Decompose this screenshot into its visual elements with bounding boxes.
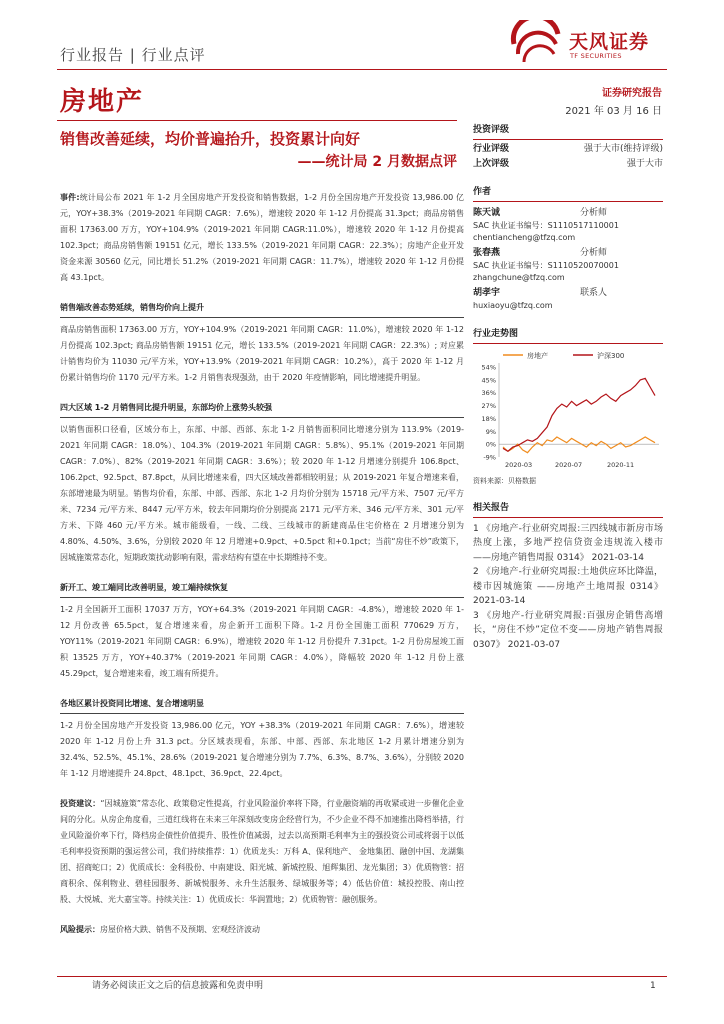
author-email[interactable]: huxiaoyu@tfzq.com <box>473 300 553 310</box>
author-name: 张春燕 <box>473 247 501 258</box>
section-title: 新开工、竣工端同比改善明显，竣工端持续恢复 <box>60 580 464 598</box>
author-email[interactable]: chentiancheng@tfzq.com <box>473 232 576 242</box>
industry-title: 房地产 <box>60 87 145 117</box>
author-license: SAC 执业证书编号：S1110517110001 <box>473 220 619 230</box>
series-line <box>503 437 655 453</box>
author-email[interactable]: zhangchune@tfzq.com <box>473 272 565 282</box>
y-tick-label: -9% <box>483 453 496 462</box>
risk-label: 风险提示： <box>60 925 100 934</box>
author-block <box>473 246 663 284</box>
section-title: 销售端改善态势延续，销售均价向上提升 <box>60 300 464 318</box>
y-tick-label: 0% <box>485 440 496 449</box>
author-role: 分析师 <box>579 207 607 218</box>
report-category: 行业报告 | 行业点评 <box>60 46 206 64</box>
tf-logo-icon <box>508 20 566 64</box>
event-label: 事件: <box>60 193 80 202</box>
trend-panel <box>473 328 663 344</box>
trend-chart <box>473 345 663 475</box>
rating-key: 行业评级 <box>473 143 510 154</box>
related-title: 相关报告 <box>473 502 663 518</box>
section-text: 商品房销售面积 17363.00 万方，YOY+104.9%（2019-2021 年同期 CAGR：11.0%），增速较 2020 年 1-12 月份提高 102.3pct; 商品房销售额 19151 亿元，增长 133.5%（2019-2021 年同期 CAGR：22.3%）; 对应累计销售均价为 11030 元/平方米，YOY+13.9%（2019-2021 年同期 CAGR：10.2%），高于 2020 年 1-12 月份累计销售均价 1170 元/平方米。1-2 月销售表现强劲，由于 2020 年疫情影响，同比增速提升明显。 <box>60 325 464 382</box>
related-report-link[interactable]: 3 《房地产-行业研究周报:百强房企销售高增长，“房住不炒”定位不变——房地产销售周报 0307》 2021-03-07 <box>473 610 663 650</box>
chart-source: 资料来源：贝格数据 <box>473 477 536 485</box>
logo-text: 天风证券 <box>569 31 650 53</box>
y-tick-label: 45% <box>481 376 496 385</box>
main-content <box>60 190 464 952</box>
page-number: 1 <box>650 981 656 991</box>
report-type: 证券研究报告 <box>602 88 662 99</box>
author-block <box>473 286 663 312</box>
legend-label: 沪深300 <box>597 352 625 360</box>
y-tick-label: 9% <box>485 427 496 436</box>
rating-key: 上次评级 <box>473 158 510 169</box>
rating-panel <box>473 124 663 172</box>
risk-text: 房屋价格大跌、销售不及预期、宏观经济波动 <box>100 925 260 934</box>
subheadline: ——统计局 2 月数据点评 <box>297 154 457 170</box>
rating-row <box>473 157 663 172</box>
section-title: 各地区累计投资同比增速、复合增速明显 <box>60 696 464 714</box>
headline: 销售改善延续，均价普遍抬升，投资累计向好 <box>60 130 361 148</box>
y-tick-label: 18% <box>481 414 496 423</box>
author-license: SAC 执业证书编号：S1110520070001 <box>473 260 619 270</box>
section-text: 1-2 月份全国房地产开发投资 13,986.00 亿元，YOY +38.3%（2019-2021 年同期 CAGR：7.6%），增速较 2020 年 1-12 月份上升 31.3 pct。分区域表现看，东部、中部、西部、东北地区 1-2 月累计增速分别为 32.4%、52.5%、45.1%、28.6%（2019-2021 复合增速分别为 7.7%、6.3%、8.7%、3.6%），分别较 2020 年 1-12 月增速提升 24.8pct、48.1pct、36.9pct、22.4pct。 <box>60 721 464 778</box>
related-panel <box>473 502 663 652</box>
report-date: 2021 年 03 月 16 日 <box>565 106 662 117</box>
y-tick-label: 54% <box>481 363 496 372</box>
rating-title: 投资评级 <box>473 124 663 140</box>
rating-value: 强于大市(维持评级) <box>583 143 663 154</box>
logo-subtext: TF SECURITIES <box>570 52 622 60</box>
author-role: 分析师 <box>579 247 607 258</box>
section-text: 1-2 月全国新开工面积 17037 万方，YOY+64.3%（2019-2021 年同期 CAGR：-4.8%），增速较 2020 年 1-12 月份改善 65.5pct，复合增速来看，房企新开工面积下降。1-2 月份全国施工面积 770629 万方，YOY11%（2019-2021 年同期 CAGR：6.9%），增速较 2020 年 1-12 月份提升 7.31pct。1-2 月份房屋竣工面积 13525 万方，YOY+40.37%（2019-2021 年同期 CAGR：4.0%），降幅较 2020 年 1-12 月份上涨 45.29pct，复合增速来看，竣工端有所提升。 <box>60 605 464 678</box>
event-text: 统计局公布 2021 年 1-2 月全国房地产开发投资和销售数据，1-2 月份全国房地产开发投资 13,986.00 亿元，YOY+38.3%（2019-2021 年同期 CAGR：7.6%），增速较 2020 年 1-12 月份提高 31.3pct；商品房销售面积 17363.00 万方，YOY+104.9%（2019-2021 年同期 CAGR:11.0%），增速较 2020 年 1-12 月份提高 102.3pct；商品房销售额 19151 亿元，增长 133.5%（2019-2021 年同期 CAGR：22.3%）；房地产企业开发资金来源 30560 亿元，同比增长 51.2%（2019-2021 年同期 CAGR：11.7%），增速较 2020 年 1-12 月份提高 43.1pct。 <box>60 193 464 282</box>
authors-title: 作者 <box>473 186 663 202</box>
risk-paragraph <box>60 922 464 938</box>
advice-text: “因城施策”常态化、政策稳定性提高，行业风险溢价率将下降，行业融资端的再收紧或进一步催化企业间的分化。从房企角度看，三道红线将在未来三年深刻改变房企经营行为，不少企业不得不加速推出降档举措，行业风险溢价率下行，降档房企债性价值提升、股性价值减弱，过去以高预期毛利率为主的强投资公司或将弱于以低毛利率投资预期的强运营公司，我们持续推荐：1）优质龙头：万科 A、保利地产、 金地集团、融创中国、龙湖集团、招商蛇口；2）优质成长：金科股份、中南建设、阳光城、新城控股、旭辉集团、龙光集团；3）优质物管：招商积余、保利物业、碧桂园服务、新城悦服务、永升生活服务、绿城服务等；4）低估价值：城投控股、南山控股、大悦城、光大嘉宝等。持续关注：1）优质成长：华润置地；2）优质物管：融创服务。 <box>60 799 464 904</box>
author-block <box>473 206 663 244</box>
rating-value: 强于大市 <box>626 158 663 169</box>
related-report-link[interactable]: 2 《房地产-行业研究周报:土地供应环比降温，楼市因城施策 ——房地产土地周报 0314》 2021-03-14 <box>473 567 663 606</box>
title-divider <box>57 120 457 121</box>
rating-row <box>473 142 663 157</box>
author-name: 胡孝宇 <box>473 287 501 298</box>
advice-label: 投资建议： <box>60 799 101 808</box>
header-divider <box>57 69 667 70</box>
trend-title: 行业走势图 <box>473 328 663 344</box>
footer-divider <box>57 976 667 977</box>
section-title: 四大区域 1-2 月销售同比提升明显，东部均价上涨势头较强 <box>60 400 464 418</box>
event-paragraph <box>60 190 464 286</box>
series-line <box>503 378 655 451</box>
x-tick-label: 2020-11 <box>607 461 635 469</box>
footer-disclaimer: 请务必阅读正文之后的信息披露和免责申明 <box>92 981 264 991</box>
x-tick-label: 2020-03 <box>505 461 533 469</box>
x-tick-label: 2020-07 <box>555 461 583 469</box>
advice-paragraph <box>60 796 464 908</box>
related-report-link[interactable]: 1 《房地产-行业研究周报:三四线城市新房市场热度上涨，多地严控信贷资金违规流入楼市 ——房地产销售周报 0314》 2021-03-14 <box>473 523 663 563</box>
author-role: 联系人 <box>579 287 607 298</box>
y-tick-label: 27% <box>481 402 496 411</box>
author-name: 陈天诚 <box>473 207 501 218</box>
section-text: 以销售面积口径看，区域分布上，东部、中部、西部、东北 1-2 月销售面积同比增速分别为 113.9%（2019-2021 年同期 CAGR：18.0%）、104.3%（2019-2021 年同期 CAGR：5.8%）、95.1%（2019-2021 年同期 CAGR：7.0%）、82%（2019-2021 年同期 CAGR：3.6%）；较 2020 年 1-12 月增速分别提升 106.8pct、106.2pct、92.5pct、87.8pct，从同比增速来看，四大区域改善都相较明显；从 2019-2021 年复合增速来看，东部增速最为明显。销售均价看，东部、中部、西部、东北 1-2 月均价分别为 15718 元/平方米、7507 元/平方米、7234 元/平方米、8447 元/平方米，较去年同期均价分别提高 2171 元/平方米、346 元/平方米、301 元/平方米、下降 460 元/平方米。城市能级看，一线、二线、三线城市的新建商品住宅价格在 2 月增速分别为 4.80%、4.50%、3.6%，分别较 2020 年 12 月增速+0.9pct、+0.5pct 和+0.1pct；当前“房住不炒”政策下，因城施策常态化，短期政策扰动影响有限，需求结构有望在中长期维持不变。 <box>60 425 464 562</box>
legend-label: 房地产 <box>527 352 548 360</box>
authors-panel <box>473 186 663 312</box>
y-tick-label: 36% <box>481 389 496 398</box>
